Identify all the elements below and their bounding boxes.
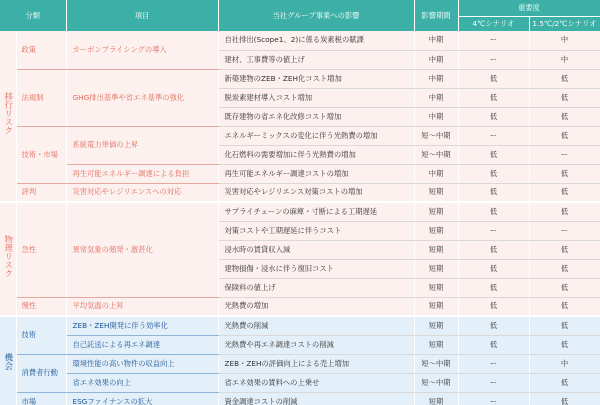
table-row bbox=[0, 202, 600, 221]
subcategory-label: 市場 bbox=[16, 392, 66, 405]
item-label: 災害対応やレジリエンスへの対応 bbox=[66, 183, 218, 202]
period-value: 短期 bbox=[414, 278, 458, 297]
importance-4c: 低 bbox=[458, 240, 529, 259]
item-label: 再生可能エネルギー調達による負担 bbox=[66, 164, 218, 183]
impact-text: ZEB・ZEHの評価向上による売上増加 bbox=[218, 354, 414, 373]
category-physical-risk: 物理リスク bbox=[0, 202, 16, 316]
impact-text: 自社排出(Scope1、2)に係る炭素税の賦課 bbox=[218, 31, 414, 50]
period-value: 短期 bbox=[414, 221, 458, 240]
importance-1-5c: 中 bbox=[529, 50, 600, 69]
header-category: 分類 bbox=[0, 0, 66, 31]
period-value: 短期 bbox=[414, 202, 458, 221]
subcategory-label: 急性 bbox=[16, 202, 66, 297]
item-label: 省エネ効果の向上 bbox=[66, 373, 218, 392]
subcategory-label: 消費者行動 bbox=[16, 354, 66, 392]
importance-1-5c: 低 bbox=[529, 297, 600, 316]
impact-text: 資金調達コストの削減 bbox=[218, 392, 414, 405]
header-impact: 当社グループ事業への影響 bbox=[218, 0, 414, 31]
importance-4c: 低 bbox=[458, 259, 529, 278]
period-value: 短期 bbox=[414, 335, 458, 354]
impact-text: 再生可能エネルギー調達コストの増加 bbox=[218, 164, 414, 183]
table-row bbox=[0, 69, 600, 88]
importance-1-5c: 低 bbox=[529, 278, 600, 297]
importance-1-5c: 低 bbox=[529, 164, 600, 183]
item-label: 平均気温の上昇 bbox=[66, 297, 218, 316]
table-row bbox=[0, 392, 600, 405]
importance-1-5c: ー bbox=[529, 221, 600, 240]
importance-1-5c: 低 bbox=[529, 69, 600, 88]
item-label: ESGファイナンスの拡大 bbox=[66, 392, 218, 405]
importance-4c: 低 bbox=[458, 164, 529, 183]
impact-text: エネルギーミックスの変化に伴う光熱費の増加 bbox=[218, 126, 414, 145]
impact-text: 建物損傷・浸水に伴う復旧コスト bbox=[218, 259, 414, 278]
item-label: 異常気象の頻発・激甚化 bbox=[66, 202, 218, 297]
importance-4c: ー bbox=[458, 50, 529, 69]
subcategory-label: 技術 bbox=[16, 316, 66, 354]
importance-4c: 低 bbox=[458, 278, 529, 297]
period-value: 中期 bbox=[414, 88, 458, 107]
importance-1-5c: ー bbox=[529, 145, 600, 164]
subcategory-label: 法規制 bbox=[16, 69, 66, 126]
impact-text: 省エネ効果の賃料への上乗せ bbox=[218, 373, 414, 392]
importance-4c: ー bbox=[458, 126, 529, 145]
importance-1-5c: 中 bbox=[529, 31, 600, 50]
period-value: 中期 bbox=[414, 107, 458, 126]
subcategory-label: 評判 bbox=[16, 183, 66, 202]
impact-text: 浸水時の賃貸収入減 bbox=[218, 240, 414, 259]
importance-1-5c: 低 bbox=[529, 183, 600, 202]
importance-1-5c: 低 bbox=[529, 202, 600, 221]
table-row bbox=[0, 31, 600, 50]
item-label: カーボンプライシングの導入 bbox=[66, 31, 218, 69]
subcategory-label: 慢性 bbox=[16, 297, 66, 316]
importance-4c: 低 bbox=[458, 107, 529, 126]
period-value: 中期 bbox=[414, 164, 458, 183]
header-item: 項目 bbox=[66, 0, 218, 31]
impact-text: 対策コストや工期遅延に伴うコスト bbox=[218, 221, 414, 240]
period-value: 中期 bbox=[414, 31, 458, 50]
period-value: 短期 bbox=[414, 316, 458, 335]
item-label: 自己託送による再エネ調達 bbox=[66, 335, 218, 354]
impact-text: 化石燃料の需要増加に伴う光熱費の増加 bbox=[218, 145, 414, 164]
table-row bbox=[0, 316, 600, 335]
importance-1-5c: 低 bbox=[529, 335, 600, 354]
importance-4c: ー bbox=[458, 354, 529, 373]
impact-text: 災害対応やレジリエンス対策コストの増加 bbox=[218, 183, 414, 202]
period-value: 中期 bbox=[414, 69, 458, 88]
period-value: 短〜中期 bbox=[414, 126, 458, 145]
importance-4c: 低 bbox=[458, 69, 529, 88]
header-scenario-1-5c: 1.5℃/2℃シナリオ bbox=[529, 16, 600, 31]
importance-4c: ー bbox=[458, 392, 529, 405]
period-value: 短期 bbox=[414, 297, 458, 316]
impact-text: 光熱費の増加 bbox=[218, 297, 414, 316]
importance-1-5c: 低 bbox=[529, 107, 600, 126]
importance-4c: 低 bbox=[458, 183, 529, 202]
importance-4c: 低 bbox=[458, 335, 529, 354]
table-row bbox=[0, 164, 600, 183]
importance-1-5c: 中 bbox=[529, 354, 600, 373]
category-transition-risk: 移行リスク bbox=[0, 31, 16, 202]
header-row bbox=[0, 0, 600, 16]
impact-text: 既存建物の省エネ化改修コスト増加 bbox=[218, 107, 414, 126]
importance-4c: 低 bbox=[458, 145, 529, 164]
importance-1-5c: 低 bbox=[529, 88, 600, 107]
subcategory-label: 政策 bbox=[16, 31, 66, 69]
impact-text: サプライチェーンの麻痺・寸断による工期遅延 bbox=[218, 202, 414, 221]
importance-4c: ー bbox=[458, 221, 529, 240]
period-value: 短〜中期 bbox=[414, 373, 458, 392]
importance-4c: ー bbox=[458, 373, 529, 392]
impact-text: 脱炭素建材導入コスト増加 bbox=[218, 88, 414, 107]
importance-4c: 低 bbox=[458, 202, 529, 221]
period-value: 短期 bbox=[414, 183, 458, 202]
item-label: 系統電力単価の上昇 bbox=[66, 126, 218, 164]
importance-1-5c: 低 bbox=[529, 316, 600, 335]
header-scenario-4c: 4℃シナリオ bbox=[458, 16, 529, 31]
header-period: 影響期間 bbox=[414, 0, 458, 31]
importance-4c: ー bbox=[458, 31, 529, 50]
table-row bbox=[0, 297, 600, 316]
impact-text: 光熱費の削減 bbox=[218, 316, 414, 335]
subcategory-label: 技術・市場 bbox=[16, 126, 66, 183]
period-value: 短〜中期 bbox=[414, 354, 458, 373]
importance-1-5c: 低 bbox=[529, 259, 600, 278]
impact-text: 保険料の値上げ bbox=[218, 278, 414, 297]
importance-1-5c: 低 bbox=[529, 373, 600, 392]
impact-text: 光熱費や再エネ調達コストの削減 bbox=[218, 335, 414, 354]
period-value: 中期 bbox=[414, 50, 458, 69]
importance-4c: 低 bbox=[458, 88, 529, 107]
importance-4c: 低 bbox=[458, 297, 529, 316]
period-value: 短期 bbox=[414, 259, 458, 278]
period-value: 短〜中期 bbox=[414, 145, 458, 164]
table-row bbox=[0, 335, 600, 354]
item-label: 環境性能の高い物件の収益向上 bbox=[66, 354, 218, 373]
table-row bbox=[0, 126, 600, 145]
importance-1-5c: 低 bbox=[529, 126, 600, 145]
importance-1-5c: 低 bbox=[529, 240, 600, 259]
impact-text: 新築建物のZEB・ZEH化コスト増加 bbox=[218, 69, 414, 88]
item-label: GHG排出基準や省エネ基準の強化 bbox=[66, 69, 218, 126]
category-opportunity: 機会 bbox=[0, 316, 16, 405]
importance-1-5c: 低 bbox=[529, 392, 600, 405]
table-row bbox=[0, 354, 600, 373]
period-value: 短期 bbox=[414, 240, 458, 259]
table-row bbox=[0, 183, 600, 202]
impact-text: 建材、工事費等の値上げ bbox=[218, 50, 414, 69]
header-importance: 重要度 bbox=[458, 0, 600, 16]
importance-4c: 低 bbox=[458, 316, 529, 335]
table-row bbox=[0, 373, 600, 392]
period-value: 短期 bbox=[414, 392, 458, 405]
item-label: ZEB・ZEH開発に伴う効率化 bbox=[66, 316, 218, 335]
